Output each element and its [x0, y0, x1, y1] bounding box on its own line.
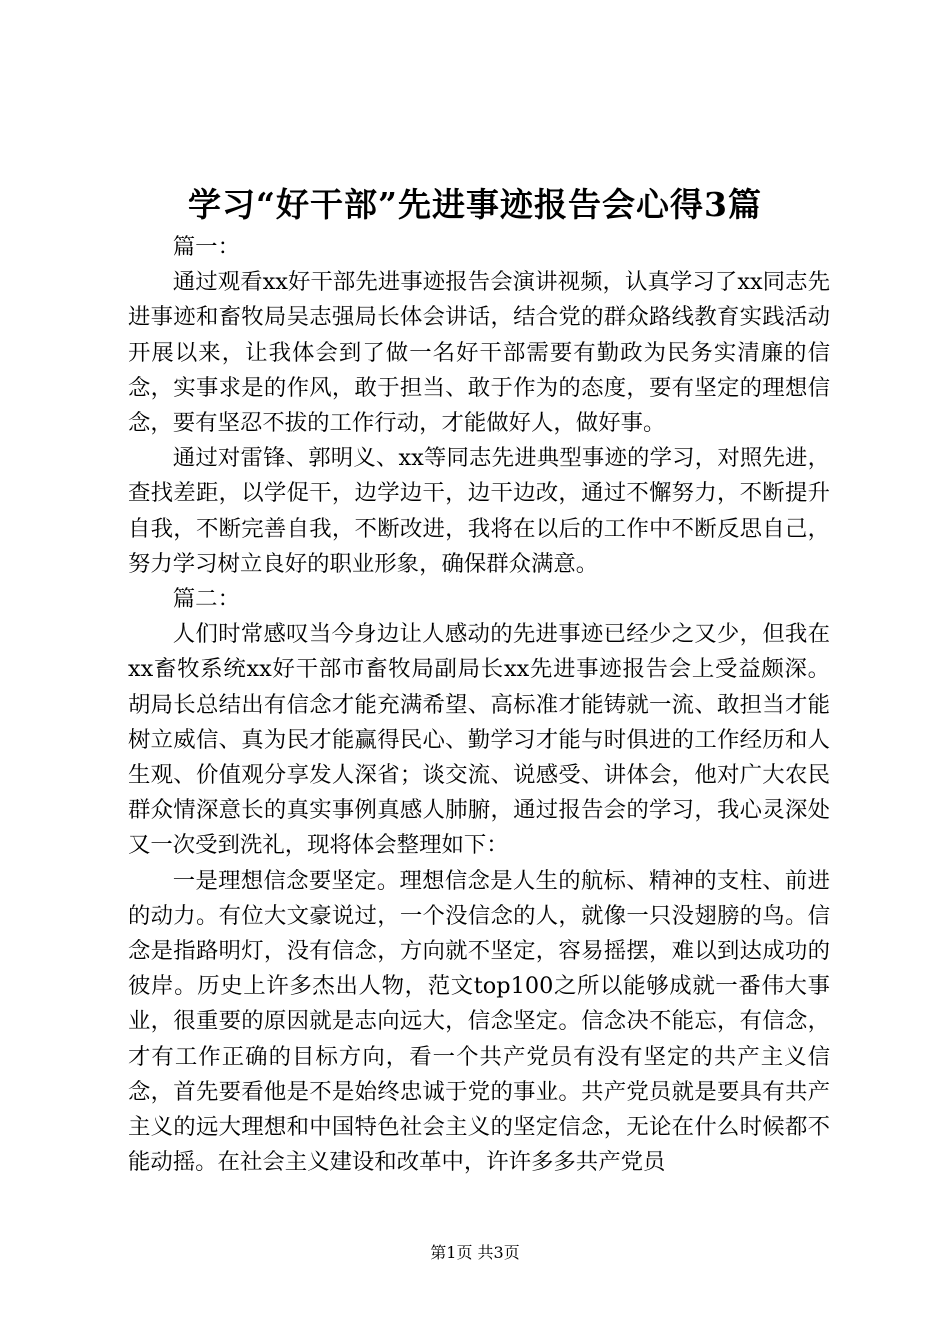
document-body [128, 230, 830, 1180]
document-title: 学习“好干部”先进事迹报告会心得3篇 [188, 185, 762, 224]
body-paragraph: 人们时常感叹当今身边让人感动的先进事迹已经少之又少，但我在xx畜牧系统xx好干部市畜牧局副局长xx先进事迹报告会上受益颇深。胡局长总结出有信念才能充满希望、高标准才能铸就一流、敢担当才能树立威信、真为民才能赢得民心、勤学习才能与时俱进的工作经历和人生观、价值观分享发人深省；谈交流、说感受、讲体会，他对广大农民群众情深意长的真实事例真感人肺腑，通过报告会的学习，我心灵深处又一次受到洗礼，现将体会整理如下： [128, 621, 830, 859]
body-paragraph: 通过观看xx好干部先进事迹报告会演讲视频，认真学习了xx同志先进事迹和畜牧局吴志强局长体会讲话，结合党的群众路线教育实践活动开展以来，让我体会到了做一名好干部需要有勤政为民务实清廉的信念，实事求是的作风，敢于担当、敢于作为的态度，要有坚定的理想信念，要有坚忍不拔的工作行动，才能做好人，做好事。 [128, 269, 830, 437]
page-footer: 第1页 共3页 [430, 1243, 520, 1262]
section-heading-1: 篇一： [172, 234, 240, 260]
body-paragraph: 通过对雷锋、郭明义、xx等同志先进典型事迹的学习，对照先进，查找差距，以学促干，边学边干，边干边改，通过不懈努力，不断提升自我，不断完善自我，不断改进，我将在以后的工作中不断反思自己，努力学习树立良好的职业形象，确保群众满意。 [128, 445, 830, 577]
body-paragraph: 一是理想信念要坚定。理想信念是人生的航标、精神的支柱、前进的动力。有位大文豪说过，一个没信念的人，就像一只没翅膀的鸟。信念是指路明灯，没有信念，方向就不坚定，容易摇摆，难以到达成功的彼岸。历史上许多杰出人物，范文top100之所以能够成就一番伟大事业，很重要的原因就是志向远大，信念坚定。信念决不能忘，有信念，才有工作正确的目标方向，看一个共产党员有没有坚定的共产主义信念，首先要看他是不是始终忠诚于党的事业。共产党员就是要具有共产主义的远大理想和中国特色社会主义的坚定信念，无论在什么时候都不能动摇。在社会主义建设和改革中，许许多多共产党员 [128, 867, 830, 1176]
section-heading-2: 篇二： [172, 586, 240, 613]
